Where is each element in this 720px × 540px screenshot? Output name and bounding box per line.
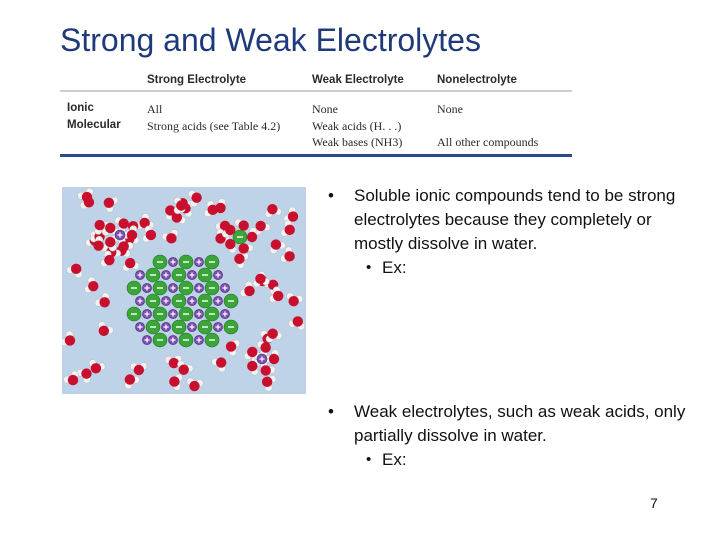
minus-sign bbox=[157, 313, 163, 314]
bullet-list-top bbox=[322, 184, 702, 280]
table-cell: All other compounds bbox=[437, 135, 539, 149]
water-oxygen bbox=[255, 274, 265, 284]
water-oxygen bbox=[247, 347, 257, 357]
water-oxygen bbox=[244, 286, 254, 296]
plus-sign bbox=[172, 337, 173, 342]
row-label-molecular: Molecular bbox=[67, 119, 121, 131]
water-oxygen bbox=[288, 211, 298, 221]
water-oxygen bbox=[105, 223, 115, 233]
plus-sign bbox=[119, 232, 120, 237]
table-bottom-rule bbox=[60, 154, 572, 157]
plus-sign bbox=[165, 324, 166, 329]
water-oxygen bbox=[71, 264, 81, 274]
plus-sign bbox=[165, 272, 166, 277]
table-cell: None bbox=[312, 102, 338, 116]
sub-bullet-text: Ex: bbox=[382, 450, 407, 469]
water-oxygen bbox=[269, 354, 279, 364]
minus-sign bbox=[228, 326, 234, 327]
water-oxygen bbox=[119, 241, 129, 251]
bullet-text: Weak electrolytes, such as weak acids, only partially dissolve in water. bbox=[354, 402, 686, 445]
plus-sign bbox=[139, 298, 140, 303]
minus-sign bbox=[209, 313, 215, 314]
water-oxygen bbox=[189, 381, 199, 391]
minus-sign bbox=[176, 274, 182, 275]
water-oxygen bbox=[262, 377, 272, 387]
minus-sign bbox=[202, 300, 208, 301]
water-oxygen bbox=[208, 205, 218, 215]
plus-sign bbox=[172, 311, 173, 316]
table-top-rule bbox=[60, 90, 572, 92]
water-oxygen bbox=[271, 239, 281, 249]
minus-sign bbox=[183, 313, 189, 314]
water-oxygen bbox=[247, 232, 257, 242]
sub-bullet bbox=[322, 256, 702, 280]
bullet-dot: • bbox=[328, 186, 334, 205]
minus-sign bbox=[209, 261, 215, 262]
water-oxygen bbox=[95, 220, 105, 230]
plus-sign bbox=[139, 324, 140, 329]
water-oxygen bbox=[285, 225, 295, 235]
minus-sign bbox=[228, 300, 234, 301]
water-oxygen bbox=[268, 329, 278, 339]
table-cell: Weak acids (H. . .) bbox=[312, 119, 402, 133]
plus-sign bbox=[191, 298, 192, 303]
water-oxygen bbox=[105, 237, 115, 247]
water-oxygen bbox=[260, 342, 270, 352]
bullet-dot: • bbox=[328, 402, 334, 421]
minus-sign bbox=[150, 300, 156, 301]
row-label-ionic: Ionic bbox=[67, 102, 94, 114]
water-oxygen bbox=[288, 296, 298, 306]
water-oxygen bbox=[104, 198, 114, 208]
water-oxygen bbox=[191, 192, 201, 202]
plus-sign bbox=[172, 285, 173, 290]
water-oxygen bbox=[68, 375, 78, 385]
bullet-weak bbox=[322, 400, 702, 448]
water-oxygen bbox=[99, 297, 109, 307]
table-cell: Strong acids (see Table 4.2) bbox=[147, 119, 281, 133]
minus-sign bbox=[209, 339, 215, 340]
plus-sign bbox=[198, 285, 199, 290]
plus-sign bbox=[165, 298, 166, 303]
bullet-strong bbox=[322, 184, 702, 256]
water-oxygen bbox=[99, 326, 109, 336]
minus-sign bbox=[183, 339, 189, 340]
water-oxygen bbox=[134, 365, 144, 375]
minus-sign bbox=[176, 300, 182, 301]
minus-sign bbox=[157, 261, 163, 262]
plus-sign bbox=[146, 337, 147, 342]
table-header-strong: Strong Electrolyte bbox=[147, 74, 247, 86]
minus-sign bbox=[131, 287, 137, 288]
minus-sign bbox=[150, 326, 156, 327]
slide-title: Strong and Weak Electrolytes bbox=[60, 22, 481, 58]
water-oxygen bbox=[239, 243, 249, 253]
water-oxygen bbox=[238, 220, 248, 230]
molecule-scene bbox=[62, 187, 306, 394]
minus-sign bbox=[202, 274, 208, 275]
water-oxygen bbox=[93, 241, 103, 251]
water-oxygen bbox=[125, 374, 135, 384]
plus-sign bbox=[261, 356, 262, 361]
water-oxygen bbox=[293, 316, 303, 326]
water-oxygen bbox=[261, 365, 271, 375]
sub-bullet-dot: • bbox=[366, 259, 372, 276]
page-number: 7 bbox=[650, 495, 658, 511]
water-oxygen bbox=[273, 291, 283, 301]
plus-sign bbox=[198, 311, 199, 316]
minus-sign bbox=[131, 313, 137, 314]
table-cell: Weak bases (NH3) bbox=[312, 135, 403, 149]
minus-sign bbox=[150, 274, 156, 275]
table-cell: None bbox=[437, 102, 463, 116]
plus-sign bbox=[146, 311, 147, 316]
water-oxygen bbox=[127, 230, 137, 240]
plus-sign bbox=[198, 259, 199, 264]
water-oxygen bbox=[104, 255, 114, 265]
sub-bullet bbox=[322, 448, 702, 472]
water-oxygen bbox=[166, 233, 176, 243]
water-oxygen bbox=[125, 258, 135, 268]
water-oxygen bbox=[226, 341, 236, 351]
bullet-list-bottom bbox=[322, 400, 702, 472]
electrolyte-table bbox=[60, 70, 572, 158]
plus-sign bbox=[224, 285, 225, 290]
water-oxygen bbox=[247, 361, 257, 371]
plus-sign bbox=[217, 272, 218, 277]
water-oxygen bbox=[88, 281, 98, 291]
water-oxygen bbox=[179, 365, 189, 375]
water-oxygen bbox=[216, 357, 226, 367]
water-oxygen bbox=[118, 218, 128, 228]
plus-sign bbox=[198, 337, 199, 342]
sub-bullet-dot: • bbox=[366, 451, 372, 468]
minus-sign bbox=[176, 326, 182, 327]
water-oxygen bbox=[176, 200, 186, 210]
plus-sign bbox=[224, 311, 225, 316]
table-header-weak: Weak Electrolyte bbox=[312, 74, 404, 86]
water-oxygen bbox=[91, 363, 101, 373]
sub-bullet-text: Ex: bbox=[382, 258, 407, 277]
bullet-text: Soluble ionic compounds tend to be strong electrolytes because they completely or mostly dissolve in water. bbox=[354, 186, 676, 253]
table-cell: All bbox=[147, 102, 163, 116]
minus-sign bbox=[237, 236, 243, 237]
water-oxygen bbox=[255, 221, 265, 231]
water-oxygen bbox=[146, 230, 156, 240]
minus-sign bbox=[209, 287, 215, 288]
water-oxygen bbox=[234, 254, 244, 264]
plus-sign bbox=[217, 324, 218, 329]
minus-sign bbox=[157, 287, 163, 288]
water-oxygen bbox=[267, 204, 277, 214]
plus-sign bbox=[139, 272, 140, 277]
minus-sign bbox=[183, 287, 189, 288]
water-oxygen bbox=[65, 335, 75, 345]
water-oxygen bbox=[82, 192, 92, 202]
water-oxygen bbox=[169, 376, 179, 386]
table-header-none: Nonelectrolyte bbox=[437, 74, 517, 86]
water-oxygen bbox=[284, 251, 294, 261]
water-oxygen bbox=[81, 368, 91, 378]
plus-sign bbox=[172, 259, 173, 264]
plus-sign bbox=[146, 285, 147, 290]
minus-sign bbox=[183, 261, 189, 262]
minus-sign bbox=[157, 339, 163, 340]
ionic-dissolution-illustration bbox=[62, 187, 306, 394]
plus-sign bbox=[191, 324, 192, 329]
plus-sign bbox=[217, 298, 218, 303]
minus-sign bbox=[202, 326, 208, 327]
plus-sign bbox=[191, 272, 192, 277]
